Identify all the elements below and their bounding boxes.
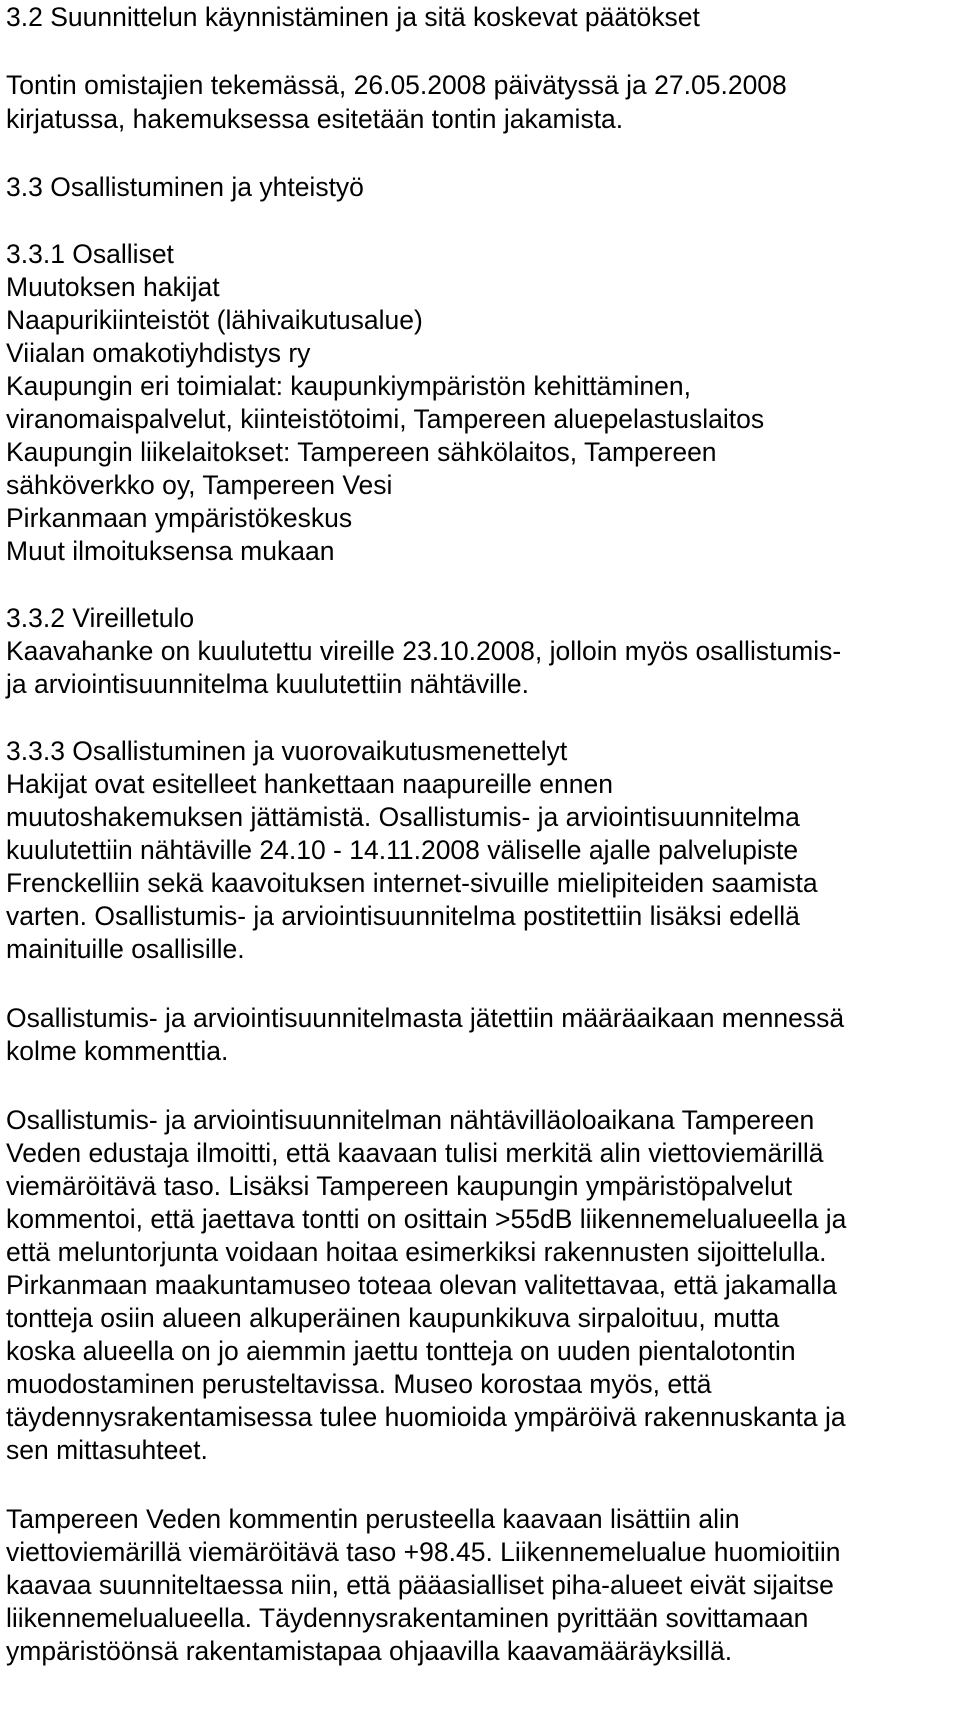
paragraph-line: Tampereen Veden kommentin perusteella kaavaan lisättiin alin (6, 1504, 740, 1534)
section-heading-3-3: 3.3 Osallistuminen ja yhteistyö (6, 172, 364, 202)
paragraph-line: muodostaminen perusteltavissa. Museo korostaa myös, että (6, 1369, 712, 1399)
list-item: Kaupungin eri toimialat: kaupunkiympäristön kehittäminen, (6, 371, 691, 401)
section-heading-3-3-1: 3.3.1 Osalliset (6, 239, 174, 269)
paragraph-line: tontteja osiin alueen alkuperäinen kaupunkikuva sirpaloituu, mutta (6, 1303, 780, 1333)
document-page (6, 0, 956, 1668)
list-item: viranomaispalvelut, kiinteistötoimi, Tampereen aluepelastuslaitos (6, 404, 765, 434)
paragraph-line: Hakijat ovat esitelleet hankettaan naapureille ennen (6, 769, 613, 799)
paragraph-line: sen mittasuhteet. (6, 1435, 208, 1465)
list-item: sähköverkko oy, Tampereen Vesi (6, 470, 393, 500)
paragraph-line: Tontin omistajien tekemässä, 26.05.2008 päivätyssä ja 27.05.2008 (6, 70, 787, 100)
paragraph-line: koska alueella on jo aiemmin jaettu tontteja on uuden pientalotontin (6, 1336, 796, 1366)
paragraph-line: muutoshakemuksen jättämistä. Osallistumis- ja arviointisuunnitelma (6, 802, 800, 832)
paragraph-line: ja arviointisuunnitelma kuulutettiin nähtäville. (6, 669, 529, 699)
paragraph-line: Frenckelliin sekä kaavoituksen internet-sivuille mielipiteiden saamista (6, 868, 818, 898)
list-item: Pirkanmaan ympäristökeskus (6, 503, 353, 533)
paragraph-line: kommentoi, että jaettava tontti on osittain >55dB liikennemelualueella ja (6, 1204, 847, 1234)
list-item: Muutoksen hakijat (6, 272, 220, 302)
paragraph-line: viettoviemärillä viemäröitävä taso +98.45. Liikennemelualue huomioitiin (6, 1537, 841, 1567)
paragraph-line: Osallistumis- ja arviointisuunnitelmasta jätettiin määräaikaan mennessä (6, 1003, 845, 1033)
section-heading-3-3-3: 3.3.3 Osallistuminen ja vuorovaikutusmenettelyt (6, 736, 568, 766)
paragraph-line: Kaavahanke on kuulutettu vireille 23.10.2008, jolloin myös osallistumis- (6, 636, 842, 666)
list-item: Kaupungin liikelaitokset: Tampereen sähkölaitos, Tampereen (6, 437, 717, 467)
paragraph-line: kolme kommenttia. (6, 1036, 229, 1066)
list-item: Muut ilmoituksensa mukaan (6, 536, 335, 566)
section-heading-3-2: 3.2 Suunnittelun käynnistäminen ja sitä koskevat päätökset (6, 2, 700, 32)
paragraph-line: viemäröitävä taso. Lisäksi Tampereen kaupungin ympäristöpalvelut (6, 1171, 793, 1201)
paragraph-line: kuulutettiin nähtäville 24.10 - 14.11.2008 väliselle ajalle palvelupiste (6, 835, 799, 865)
paragraph-line: kirjatussa, hakemuksessa esitetään tontin jakamista. (6, 104, 624, 134)
paragraph-line: Pirkanmaan maakuntamuseo toteaa olevan valitettavaa, että jakamalla (6, 1270, 837, 1300)
paragraph-line: että meluntorjunta voidaan hoitaa esimerkiksi rakennusten sijoittelulla. (6, 1237, 827, 1267)
list-item: Viialan omakotiyhdistys ry (6, 338, 311, 368)
paragraph-line: varten. Osallistumis- ja arviointisuunnitelma postitettiin lisäksi edellä (6, 901, 800, 931)
paragraph-line: Osallistumis- ja arviointisuunnitelman nähtävilläoloaikana Tampereen (6, 1105, 815, 1135)
paragraph-line: Veden edustaja ilmoitti, että kaavaan tulisi merkitä alin viettoviemärillä (6, 1138, 824, 1168)
paragraph-line: ympäristöönsä rakentamistapaa ohjaavilla kaavamääräyksillä. (6, 1636, 733, 1666)
paragraph-line: täydennysrakentamisessa tulee huomioida ympäröivä rakennuskanta ja (6, 1402, 846, 1432)
paragraph-line: kaavaa suunniteltaessa niin, että pääasialliset piha-alueet eivät sijaitse (6, 1570, 834, 1600)
paragraph-line: mainituille osallisille. (6, 934, 245, 964)
paragraph-line: liikennemelualueella. Täydennysrakentaminen pyrittään sovittamaan (6, 1603, 809, 1633)
section-heading-3-3-2: 3.3.2 Vireilletulo (6, 603, 195, 633)
list-item: Naapurikiinteistöt (lähivaikutusalue) (6, 305, 423, 335)
